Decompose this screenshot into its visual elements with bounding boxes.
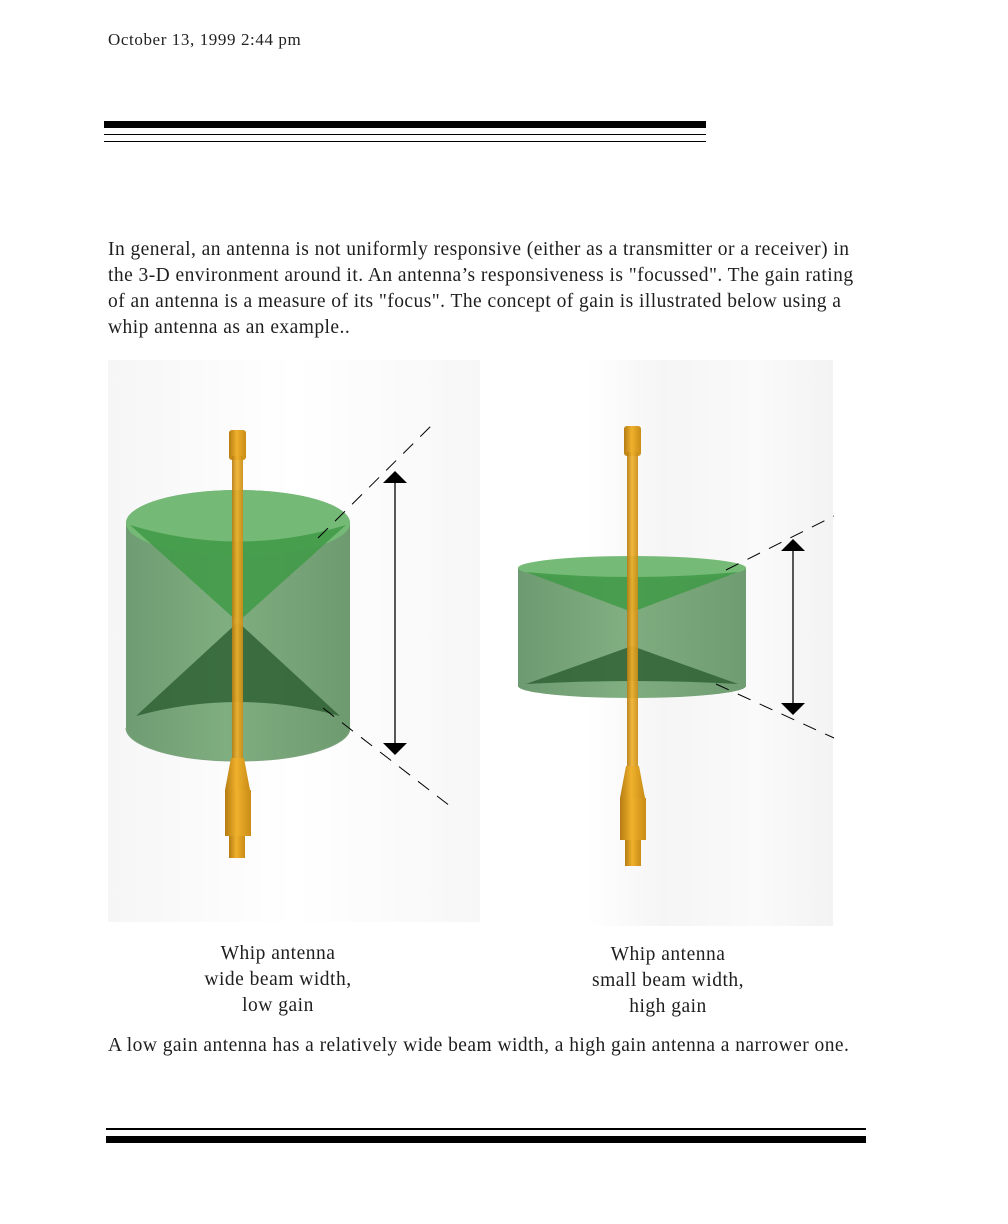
caption-line: high gain	[629, 996, 707, 1017]
caption-narrow-beam	[538, 942, 798, 1020]
caption-line: small beam width,	[591, 970, 745, 991]
intro-paragraph: In general, an antenna is not uniformly responsive (either as a transmitter or a receiver) in the 3-D environment around it. An antenna’s responsiveness is "focussed". The gain rating of an antenna is a measure of its "focus". The concept of gain is illustrated below using a whip antenna as an example..	[108, 239, 854, 338]
figure-wide-beam	[108, 360, 480, 922]
page-timestamp: October 13, 1999 2:44 pm	[108, 30, 302, 49]
closing-paragraph: A low gain antenna has a relatively wide beam width, a high gain antenna a narrower one.	[108, 1035, 850, 1056]
caption-line: Whip antenna	[610, 944, 726, 965]
bottom-rule-thin	[106, 1128, 866, 1130]
caption-line: wide beam width,	[204, 969, 352, 990]
top-rule-thin-1	[104, 134, 706, 135]
figure-narrow-beam	[508, 360, 838, 926]
caption-line: Whip antenna	[220, 943, 336, 964]
caption-wide-beam	[148, 941, 408, 1019]
top-rule-thick	[104, 121, 706, 128]
bottom-rule-thick	[106, 1136, 866, 1143]
caption-line: low gain	[242, 995, 314, 1016]
top-rule-thin-2	[104, 141, 706, 142]
